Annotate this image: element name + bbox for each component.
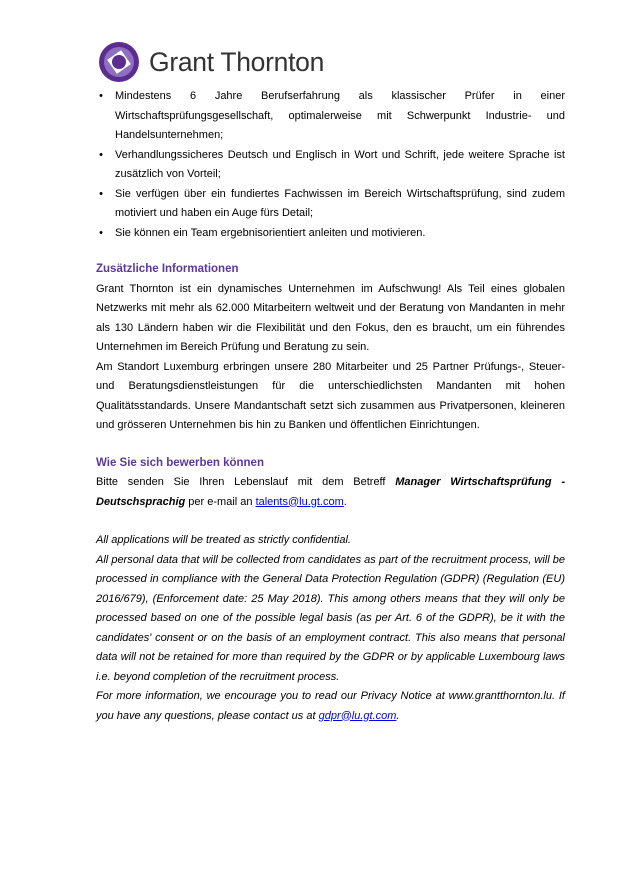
- bullet-icon: •: [99, 226, 103, 239]
- apply-section: [96, 454, 565, 513]
- logo-wordmark: Grant Thornton: [149, 46, 325, 77]
- apply-paragraph: [96, 473, 565, 512]
- apply-text-before: Bitte senden Sie Ihren Lebenslauf mit dem Betreff: [96, 476, 396, 488]
- list-item-text: Sie verfügen über ein fundiertes Fachwissen im Bereich Wirtschaftsprüfung, sind zudem motiviert und haben ein Auge fürs Detail;: [115, 187, 565, 219]
- grant-thornton-logo-icon: [98, 41, 140, 83]
- info-paragraph-2: Am Standort Luxemburg erbringen unsere 280 Mitarbeiter und 25 Partner Prüfungs-, Steuer- und Beratungsdienstleistungen für die unterschiedlichsten Mandanten mit hohen Qualitätsstandards. Unsere Mandantschaft setzt sich zusammen aus Privatpersonen, kleineren und grösseren Unternehmen bis hin zu Banken und öffentlichen Einrichtungen.: [96, 360, 565, 431]
- legal-line-3: [96, 687, 565, 726]
- list-item-text: Mindestens 6 Jahre Berufserfahrung als klassischer Prüfer in einer Wirtschaftsprüfungsgesellschaft, optimalerweise mit Schwerpunkt Industrie- und Handelsunternehmen;: [115, 90, 565, 141]
- bullet-icon: •: [99, 90, 103, 102]
- list-item: [96, 87, 565, 146]
- document-body: [96, 87, 565, 726]
- info-paragraph-1: Grant Thornton ist ein dynamisches Unternehmen im Aufschwung! Als Teil eines globalen Netzwerks mit mehr als 62.000 Mitarbeitern weltweit und der Beratung von Mandanten in mehr als 130 Ländern haben wir die Flexibilität und den Fokus, den es braucht, um ein führendes Unternehmen im Bereich Prüfung und Beratung zu sein.: [96, 282, 565, 353]
- legal-line-3-text: For more information, we encourage you to read our Privacy Notice at www.grantthornton.lu. If you have any questions, please contact us at: [96, 690, 565, 722]
- list-item: [96, 185, 565, 224]
- list-item: [96, 146, 565, 185]
- legal-line-2: All personal data that will be collected from candidates as part of the recruitment process, will be processed in compliance with the General Data Protection Regulation (GDPR) (Regulation (EU) 2016/679), (Enforcement date: 25 May 2018). This among others means that they will only be processed based on one of the possible legal basis (as per Art. 6 of the GDPR), be it with the candidates' consent or on the basis of an employment contract. This also means that personal data will not be retained for more than required by the GDPR or by applicable Luxembourg laws i.e. beyond completion of the recruitment process.: [96, 553, 565, 683]
- apply-text-after: .: [343, 495, 347, 508]
- legal-line-1: All applications will be treated as strictly confidential.: [96, 534, 351, 546]
- bullet-icon: •: [99, 187, 103, 200]
- legal-notice: [96, 531, 565, 726]
- talents-email-link[interactable]: talents@lu.gt.com: [255, 495, 344, 508]
- section-heading-info: Zusätzliche Informationen: [96, 263, 239, 275]
- grant-thornton-logo: [98, 41, 324, 83]
- requirements-list: [96, 87, 565, 243]
- section-heading-apply: Wie Sie sich bewerben können: [96, 456, 264, 469]
- list-item-text: Sie können ein Team ergebnisorientiert anleiten und motivieren.: [115, 226, 426, 239]
- bullet-icon: •: [99, 148, 103, 161]
- additional-info-section: [96, 260, 565, 436]
- list-item-text: Verhandlungssicheres Deutsch und Englisch in Wort und Schrift, jede weitere Sprache ist zusätzlich von Vorteil;: [115, 148, 565, 180]
- apply-subject: Manager Wirtschaftsprüfung - Deutschsprachig: [96, 476, 565, 508]
- gdpr-email-link[interactable]: gdpr@lu.gt.com: [318, 709, 397, 722]
- list-item: [96, 224, 565, 244]
- apply-text-mid: per e-mail an: [185, 495, 256, 508]
- legal-line-3-end: .: [396, 709, 400, 722]
